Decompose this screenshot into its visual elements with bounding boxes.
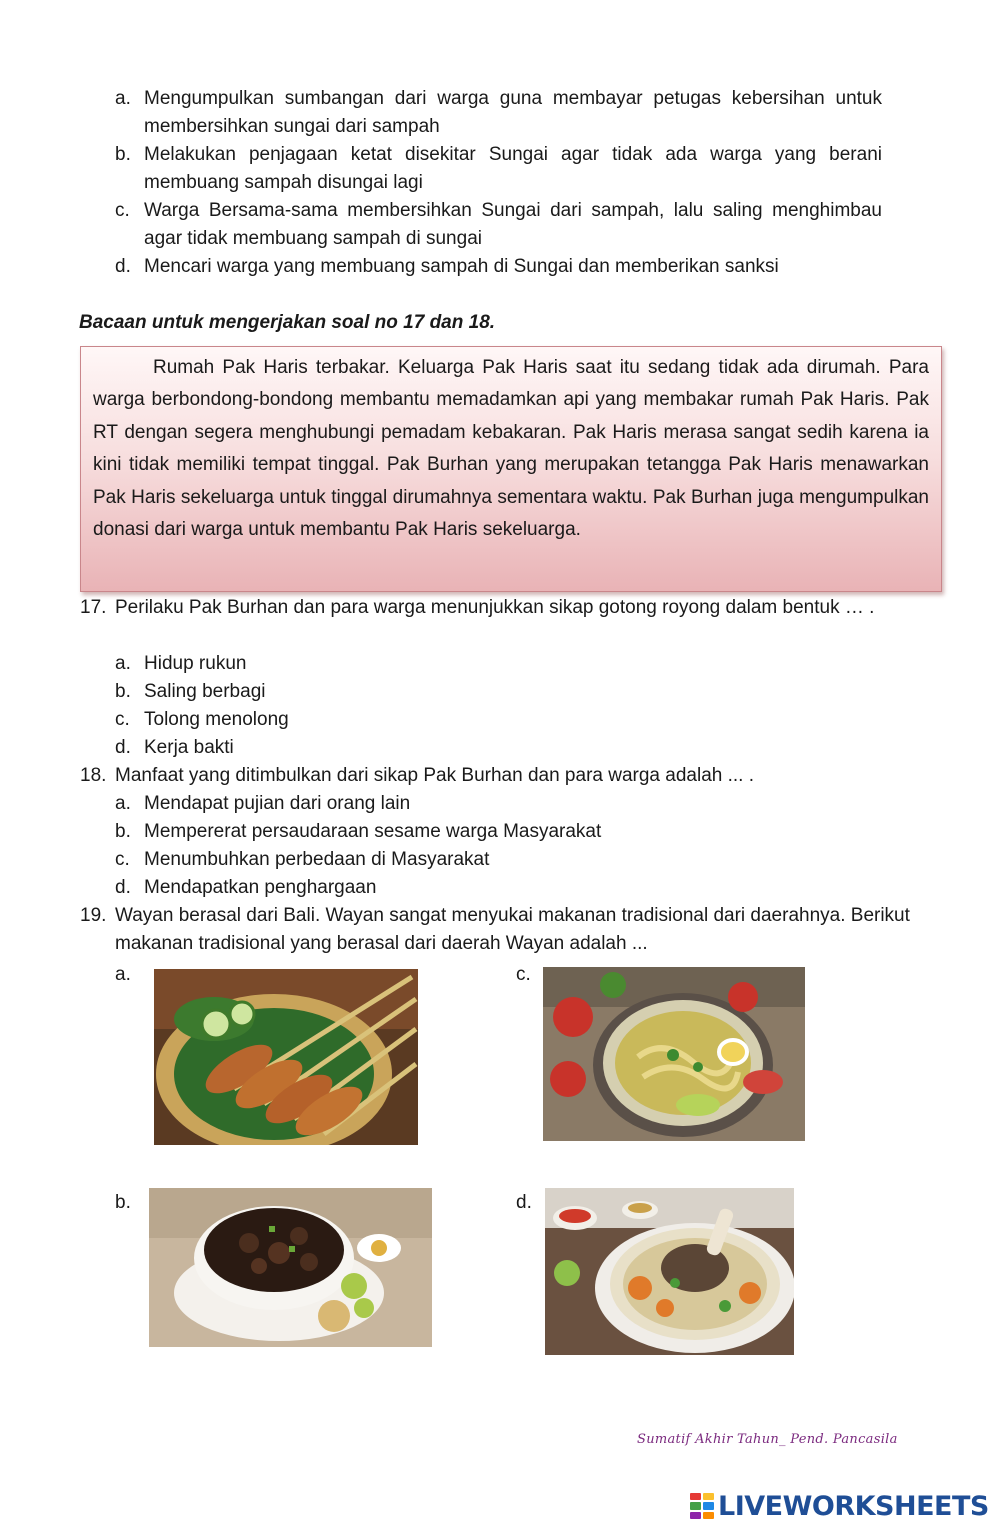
- option-label: b.: [115, 821, 131, 842]
- q19-option-b-label: b.: [115, 1192, 131, 1213]
- q17-option-c[interactable]: [115, 706, 515, 734]
- footer-note: Sumatif Akhir Tahun_ Pend. Pancasila: [637, 1432, 898, 1447]
- option-text: Mencari warga yang membuang sampah di Sungai dan memberikan sanksi: [144, 256, 779, 277]
- q18-option-a[interactable]: [115, 790, 715, 818]
- liveworksheets-logo[interactable]: [690, 1491, 989, 1521]
- liveworksheets-brand: LIVEWORKSHEETS: [718, 1490, 989, 1522]
- option-text: Menumbuhkan perbedaan di Masyarakat: [144, 849, 490, 870]
- q17-option-d[interactable]: [115, 734, 515, 762]
- option-label: b.: [115, 144, 131, 165]
- q18-option-c[interactable]: [115, 846, 715, 874]
- soto-photo-icon[interactable]: [543, 967, 805, 1141]
- option-label: d.: [115, 256, 131, 277]
- reading-passage-box: [80, 346, 942, 592]
- option-text: Mendapat pujian dari orang lain: [144, 793, 411, 814]
- question-text: Perilaku Pak Burhan dan para warga menunjukkan sikap gotong royong dalam bentuk … .: [115, 597, 875, 618]
- reading-heading: Bacaan untuk mengerjakan soal no 17 dan 18.: [79, 312, 496, 333]
- option-label: a.: [115, 793, 131, 814]
- sate-lilit-photo-icon[interactable]: [154, 969, 418, 1145]
- question-18: [80, 762, 882, 790]
- option-text: Mendapatkan penghargaan: [144, 877, 377, 898]
- option-label: a.: [115, 88, 131, 109]
- question-text: Wayan berasal dari Bali. Wayan sangat menyukai makanan tradisional dari daerahnya. Berikut makanan tradisional yang berasal dari daerah Wayan adalah ...: [115, 905, 910, 954]
- q17-option-b[interactable]: [115, 678, 515, 706]
- prev-option-d[interactable]: [115, 253, 882, 281]
- q18-option-b[interactable]: [115, 818, 715, 846]
- question-text: Manfaat yang ditimbulkan dari sikap Pak Burhan dan para warga adalah ... .: [115, 765, 754, 786]
- prev-option-b[interactable]: [115, 141, 882, 197]
- liveworksheets-icon: [690, 1493, 714, 1519]
- sop-iga-photo-icon[interactable]: [545, 1188, 794, 1355]
- rawon-photo-icon[interactable]: [149, 1188, 432, 1347]
- q18-option-d[interactable]: [115, 874, 715, 902]
- reading-passage-text: Rumah Pak Haris terbakar. Keluarga Pak Haris saat itu sedang tidak ada dirumah. Para warga berbondong-bondong membantu memadamkan api yang membakar rumah Pak Haris. Pak RT dengan segera menghubungi pemadam kebakaran. Pak Haris merasa sangat sedih karena ia kini tidak memiliki tempat tinggal. Pak Burhan yang merupakan tetangga Pak Haris menawarkan Pak Haris sekeluarga untuk tinggal dirumahnya sementara waktu. Pak Burhan juga mengumpulkan donasi dari warga untuk membantu Pak Haris sekeluarga.: [93, 357, 929, 541]
- option-text: Saling berbagi: [144, 681, 266, 702]
- option-label: d.: [115, 877, 131, 898]
- option-label: c.: [115, 200, 130, 221]
- option-text: Kerja bakti: [144, 737, 234, 758]
- option-label: c.: [115, 849, 130, 870]
- option-label: d.: [115, 737, 131, 758]
- question-number: 17.: [80, 597, 107, 618]
- q19-option-d-label: d.: [516, 1192, 532, 1213]
- option-label: c.: [115, 709, 130, 730]
- option-text: Hidup rukun: [144, 653, 247, 674]
- option-text: Mengumpulkan sumbangan dari warga guna membayar petugas kebersihan untuk membersihkan sungai dari sampah: [144, 88, 882, 137]
- option-label: a.: [115, 653, 131, 674]
- option-text: Mempererat persaudaraan sesame warga Masyarakat: [144, 821, 602, 842]
- option-text: Melakukan penjagaan ketat disekitar Sungai agar tidak ada warga yang berani membuang sampah disungai lagi: [144, 144, 882, 193]
- option-text: Warga Bersama-sama membersihkan Sungai dari sampah, lalu saling menghimbau agar tidak membuang sampah di sungai: [144, 200, 882, 249]
- question-17: [80, 594, 882, 650]
- question-19: [80, 902, 930, 958]
- q17-option-a[interactable]: [115, 650, 515, 678]
- prev-option-a[interactable]: [115, 85, 882, 141]
- question-number: 18.: [80, 765, 107, 786]
- question-number: 19.: [80, 905, 107, 926]
- q19-option-c-label: c.: [516, 964, 531, 985]
- prev-option-c[interactable]: [115, 197, 882, 253]
- option-label: b.: [115, 681, 131, 702]
- q19-option-a-label: a.: [115, 964, 131, 985]
- option-text: Tolong menolong: [144, 709, 289, 730]
